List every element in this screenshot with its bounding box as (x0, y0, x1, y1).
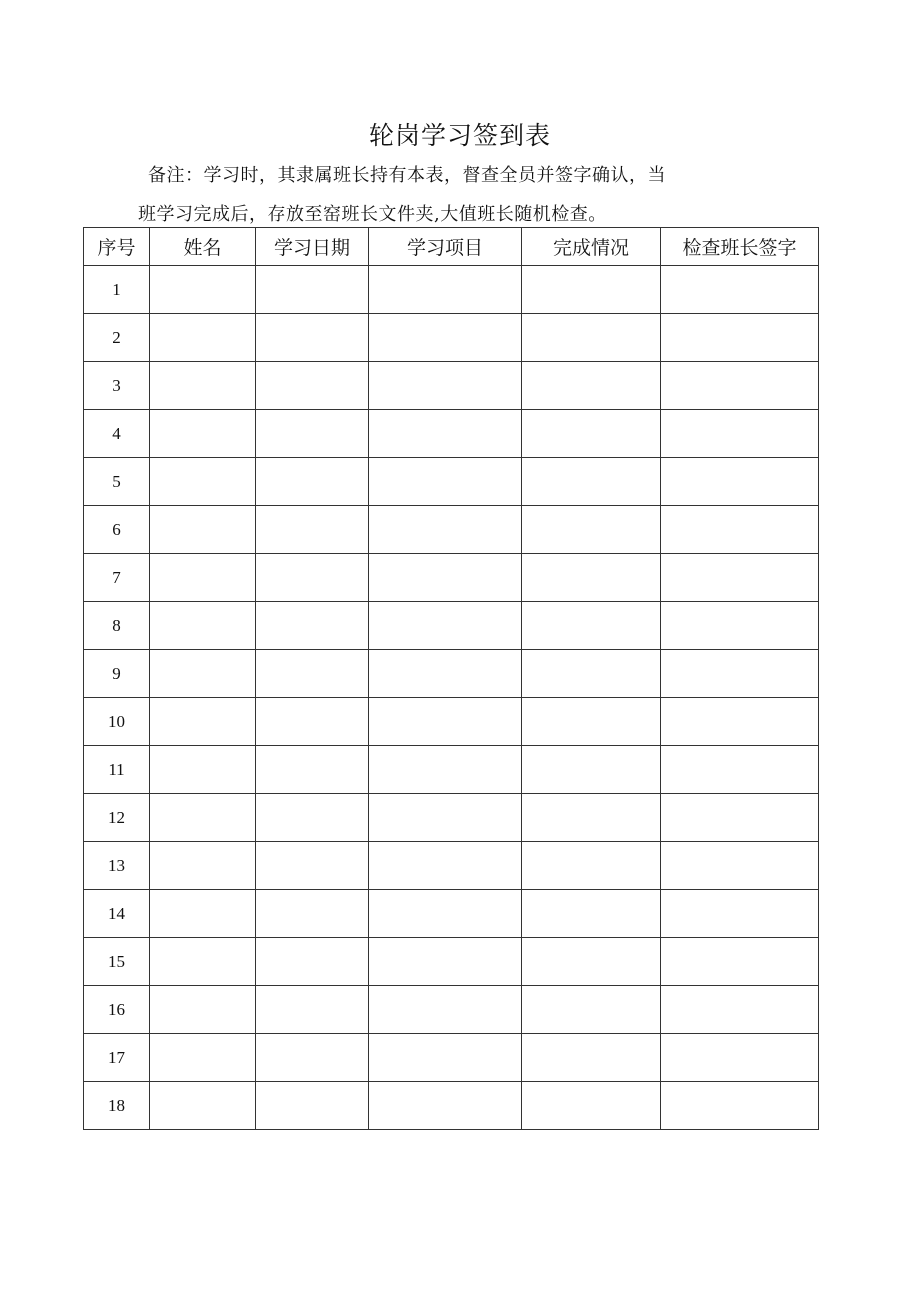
completion-cell[interactable] (522, 410, 661, 458)
completion-cell[interactable] (522, 506, 661, 554)
name-cell[interactable] (150, 794, 256, 842)
signature-cell[interactable] (661, 794, 819, 842)
table-row (84, 554, 819, 602)
name-cell[interactable] (150, 554, 256, 602)
completion-cell[interactable] (522, 650, 661, 698)
study-date-cell[interactable] (256, 698, 369, 746)
header-study-date: 学习日期 (256, 228, 369, 266)
completion-cell[interactable] (522, 986, 661, 1034)
name-cell[interactable] (150, 506, 256, 554)
completion-cell[interactable] (522, 746, 661, 794)
completion-cell[interactable] (522, 362, 661, 410)
table-row (84, 506, 819, 554)
table-row (84, 746, 819, 794)
table-row (84, 314, 819, 362)
name-cell[interactable] (150, 938, 256, 986)
table-row (84, 938, 819, 986)
study-item-cell[interactable] (369, 794, 522, 842)
completion-cell[interactable] (522, 842, 661, 890)
signature-cell[interactable] (661, 458, 819, 506)
name-cell[interactable] (150, 314, 256, 362)
study-date-cell[interactable] (256, 650, 369, 698)
table-row (84, 1082, 819, 1130)
seq-cell: 16 (84, 986, 150, 1034)
study-item-cell[interactable] (369, 1082, 522, 1130)
name-cell[interactable] (150, 266, 256, 314)
seq-cell: 13 (84, 842, 150, 890)
header-completion: 完成情况 (522, 228, 661, 266)
study-date-cell[interactable] (256, 602, 369, 650)
study-date-cell[interactable] (256, 746, 369, 794)
study-date-cell[interactable] (256, 1034, 369, 1082)
completion-cell[interactable] (522, 266, 661, 314)
table-row (84, 458, 819, 506)
name-cell[interactable] (150, 650, 256, 698)
table-row (84, 842, 819, 890)
signature-cell[interactable] (661, 746, 819, 794)
completion-cell[interactable] (522, 698, 661, 746)
table-row (84, 362, 819, 410)
completion-cell[interactable] (522, 602, 661, 650)
seq-cell: 10 (84, 698, 150, 746)
seq-cell: 15 (84, 938, 150, 986)
note-line-1: 备注：学习时，其隶属班长持有本表，督查全员并签字确认，当 (148, 165, 666, 186)
completion-cell[interactable] (522, 458, 661, 506)
sign-in-table (83, 227, 819, 1130)
header-name: 姓名 (150, 228, 256, 266)
completion-cell[interactable] (522, 938, 661, 986)
study-item-cell[interactable] (369, 746, 522, 794)
name-cell[interactable] (150, 746, 256, 794)
table-row (84, 410, 819, 458)
study-date-cell[interactable] (256, 986, 369, 1034)
seq-cell: 8 (84, 602, 150, 650)
study-date-cell[interactable] (256, 410, 369, 458)
signature-cell[interactable] (661, 410, 819, 458)
page-title: 轮岗学习签到表 (368, 121, 551, 150)
signature-cell[interactable] (661, 890, 819, 938)
seq-cell: 11 (84, 746, 150, 794)
study-item-cell[interactable] (369, 698, 522, 746)
study-date-cell[interactable] (256, 266, 369, 314)
seq-cell: 6 (84, 506, 150, 554)
seq-cell: 14 (84, 890, 150, 938)
study-item-cell[interactable] (369, 266, 522, 314)
study-date-cell[interactable] (256, 506, 369, 554)
name-cell[interactable] (150, 362, 256, 410)
signature-cell[interactable] (661, 554, 819, 602)
signature-cell[interactable] (661, 314, 819, 362)
seq-cell: 5 (84, 458, 150, 506)
signature-cell[interactable] (661, 842, 819, 890)
study-date-cell[interactable] (256, 794, 369, 842)
table-row (84, 794, 819, 842)
signature-cell[interactable] (661, 1034, 819, 1082)
study-item-cell[interactable] (369, 314, 522, 362)
study-item-cell[interactable] (369, 410, 522, 458)
study-date-cell[interactable] (256, 890, 369, 938)
seq-cell: 3 (84, 362, 150, 410)
signature-cell[interactable] (661, 938, 819, 986)
note-line-2: 班学习完成后，存放至窑班长文件夹,大值班长随机检查。 (138, 204, 607, 225)
seq-cell: 12 (84, 794, 150, 842)
completion-cell[interactable] (522, 554, 661, 602)
name-cell[interactable] (150, 698, 256, 746)
study-item-cell[interactable] (369, 506, 522, 554)
completion-cell[interactable] (522, 890, 661, 938)
name-cell[interactable] (150, 986, 256, 1034)
signature-cell[interactable] (661, 266, 819, 314)
study-item-cell[interactable] (369, 362, 522, 410)
study-item-cell[interactable] (369, 890, 522, 938)
name-cell[interactable] (150, 410, 256, 458)
name-cell[interactable] (150, 1034, 256, 1082)
study-item-cell[interactable] (369, 650, 522, 698)
study-date-cell[interactable] (256, 938, 369, 986)
study-item-cell[interactable] (369, 938, 522, 986)
study-item-cell[interactable] (369, 1034, 522, 1082)
seq-cell: 1 (84, 266, 150, 314)
completion-cell[interactable] (522, 314, 661, 362)
table-row (84, 266, 819, 314)
table-row (84, 602, 819, 650)
study-date-cell[interactable] (256, 362, 369, 410)
study-item-cell[interactable] (369, 986, 522, 1034)
signature-cell[interactable] (661, 986, 819, 1034)
signature-cell[interactable] (661, 362, 819, 410)
completion-cell[interactable] (522, 794, 661, 842)
study-item-cell[interactable] (369, 602, 522, 650)
seq-cell: 2 (84, 314, 150, 362)
signature-cell[interactable] (661, 1082, 819, 1130)
name-cell[interactable] (150, 890, 256, 938)
signature-cell[interactable] (661, 602, 819, 650)
seq-cell: 7 (84, 554, 150, 602)
study-date-cell[interactable] (256, 458, 369, 506)
study-item-cell[interactable] (369, 554, 522, 602)
table-row (84, 650, 819, 698)
seq-cell: 4 (84, 410, 150, 458)
header-inspector-signature: 检查班长签字 (661, 228, 819, 266)
name-cell[interactable] (150, 1082, 256, 1130)
signature-cell[interactable] (661, 650, 819, 698)
table-row (84, 698, 819, 746)
signature-cell[interactable] (661, 698, 819, 746)
study-date-cell[interactable] (256, 1082, 369, 1130)
header-row (84, 228, 819, 266)
seq-cell: 17 (84, 1034, 150, 1082)
signature-cell[interactable] (661, 506, 819, 554)
completion-cell[interactable] (522, 1034, 661, 1082)
table-row (84, 1034, 819, 1082)
study-date-cell[interactable] (256, 314, 369, 362)
header-study-item: 学习项目 (369, 228, 522, 266)
table-body (84, 266, 819, 1130)
name-cell[interactable] (150, 842, 256, 890)
study-date-cell[interactable] (256, 554, 369, 602)
study-item-cell[interactable] (369, 842, 522, 890)
name-cell[interactable] (150, 602, 256, 650)
table-row (84, 890, 819, 938)
seq-cell: 9 (84, 650, 150, 698)
table-row (84, 986, 819, 1034)
study-date-cell[interactable] (256, 842, 369, 890)
name-cell[interactable] (150, 458, 256, 506)
completion-cell[interactable] (522, 1082, 661, 1130)
seq-cell: 18 (84, 1082, 150, 1130)
study-item-cell[interactable] (369, 458, 522, 506)
header-seq: 序号 (84, 228, 150, 266)
